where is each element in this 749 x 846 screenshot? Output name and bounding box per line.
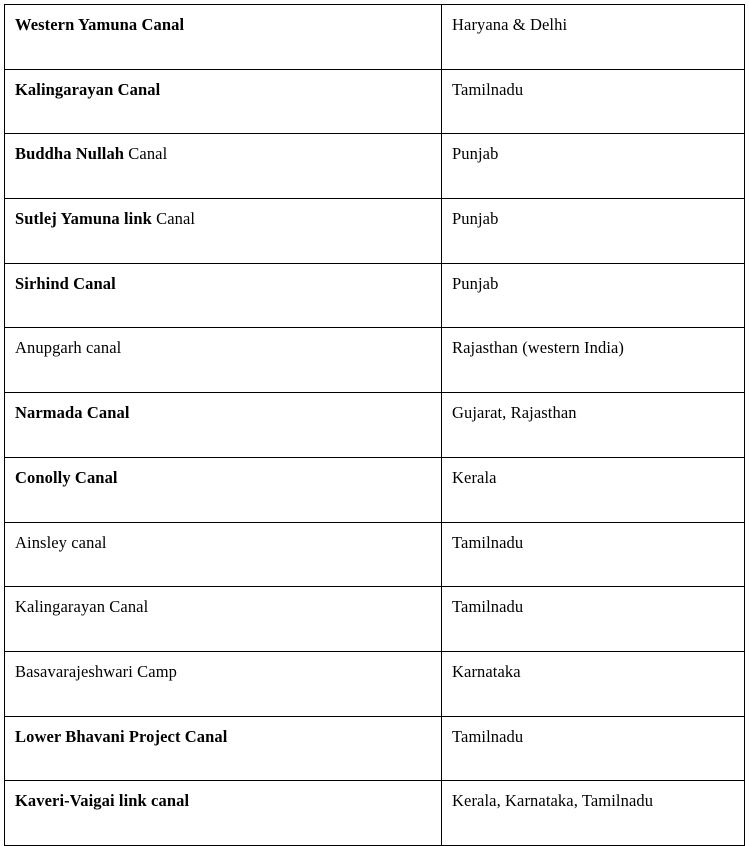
table-row bbox=[5, 5, 745, 70]
canal-name-bold: Kaveri-Vaigai link canal bbox=[15, 791, 190, 811]
canal-name-regular: Ainsley canal bbox=[15, 532, 107, 552]
canal-name-bold: Narmada Canal bbox=[15, 403, 130, 423]
canal-name-bold: Lower Bhavani Project Canal bbox=[15, 726, 228, 746]
cell-state: Kerala bbox=[442, 457, 745, 522]
cell-canal-name bbox=[5, 263, 442, 328]
table-row bbox=[5, 522, 745, 587]
cell-state: Karnataka bbox=[442, 651, 745, 716]
canal-name-regular: Canal bbox=[151, 209, 196, 229]
table-row bbox=[5, 199, 745, 264]
cell-state: Tamilnadu bbox=[442, 522, 745, 587]
cell-state: Tamilnadu bbox=[442, 69, 745, 134]
cell-state: Kerala, Karnataka, Tamilnadu bbox=[442, 781, 745, 846]
cell-canal-name bbox=[5, 651, 442, 716]
cell-state: Tamilnadu bbox=[442, 716, 745, 781]
canal-name-regular: Canal bbox=[124, 144, 168, 164]
table-row bbox=[5, 328, 745, 393]
canal-name-bold: Western Yamuna Canal bbox=[15, 15, 185, 34]
canal-name-regular: Kalingarayan Canal bbox=[15, 597, 149, 617]
table-row bbox=[5, 393, 745, 458]
table-row bbox=[5, 134, 745, 199]
cell-canal-name bbox=[5, 716, 442, 781]
cell-canal-name bbox=[5, 781, 442, 846]
cell-canal-name bbox=[5, 5, 442, 70]
cell-state: Punjab bbox=[442, 199, 745, 264]
canal-name-bold: Conolly Canal bbox=[15, 467, 118, 487]
cell-canal-name bbox=[5, 69, 442, 134]
table-row bbox=[5, 781, 745, 846]
canal-name-regular: Anupgarh canal bbox=[15, 338, 122, 358]
table-row bbox=[5, 587, 745, 652]
cell-canal-name bbox=[5, 134, 442, 199]
table-row bbox=[5, 457, 745, 522]
canal-name-bold: Sutlej Yamuna link bbox=[15, 209, 152, 229]
canal-name-bold: Buddha Nullah bbox=[15, 144, 125, 164]
table-row bbox=[5, 69, 745, 134]
cell-canal-name bbox=[5, 328, 442, 393]
cell-state: Haryana & Delhi bbox=[442, 5, 745, 70]
table-body bbox=[5, 5, 745, 846]
cell-canal-name bbox=[5, 457, 442, 522]
canal-name-regular: Basavarajeshwari Camp bbox=[15, 661, 177, 681]
canal-table bbox=[4, 4, 745, 846]
canal-name-bold: Sirhind Canal bbox=[15, 273, 116, 293]
table-row bbox=[5, 716, 745, 781]
cell-state: Gujarat, Rajasthan bbox=[442, 393, 745, 458]
cell-state: Tamilnadu bbox=[442, 587, 745, 652]
cell-canal-name bbox=[5, 199, 442, 264]
table-row bbox=[5, 263, 745, 328]
cell-state: Rajasthan (western India) bbox=[442, 328, 745, 393]
cell-state: Punjab bbox=[442, 134, 745, 199]
cell-state: Punjab bbox=[442, 263, 745, 328]
cell-canal-name bbox=[5, 522, 442, 587]
canal-name-bold: Kalingarayan Canal bbox=[15, 79, 161, 99]
table-row bbox=[5, 651, 745, 716]
cell-canal-name bbox=[5, 587, 442, 652]
cell-canal-name bbox=[5, 393, 442, 458]
